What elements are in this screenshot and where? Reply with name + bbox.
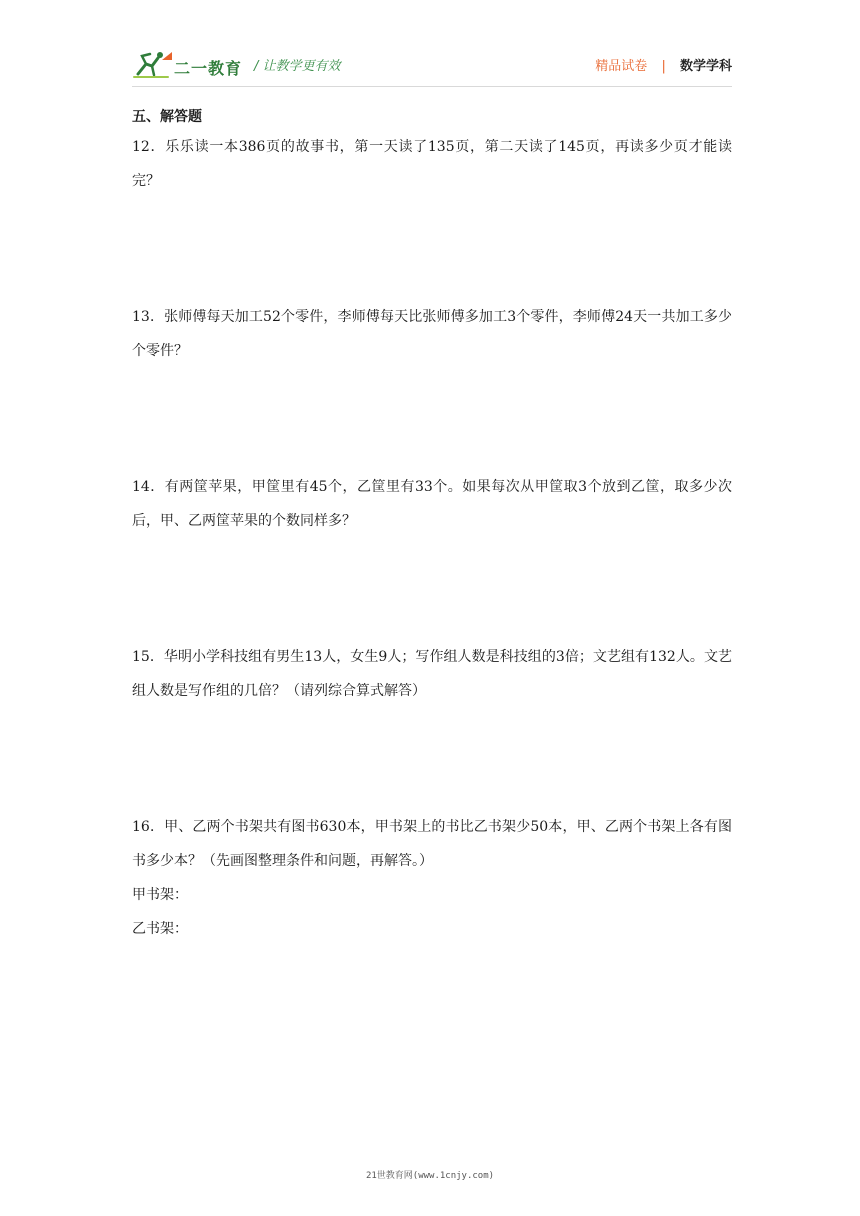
shelf-jia-label: 甲书架： [132, 887, 188, 903]
tag-subject: 数学学科 [679, 59, 732, 74]
question-16: 16．甲、乙两个书架共有图书630本，甲书架上的书比乙书架少50本，甲、乙两个书架上各有图书多少本？（先画图整理条件和问题，再解答。） [132, 819, 732, 869]
question-14: 14．有两筐苹果，甲筐里有45个，乙筐里有33个。如果每次从甲筐取3个放到乙筐，取多少次后，甲、乙两筐苹果的个数同样多？ [132, 479, 732, 529]
shelf-yi-label: 乙书架： [132, 921, 188, 937]
section-title: 五、解答题 [132, 109, 202, 125]
slogan: / 让教学更有效 [254, 59, 341, 74]
header-divider [132, 86, 732, 87]
tag-separator: | [661, 59, 666, 74]
logo [132, 48, 244, 80]
logo-text: 二一教育 [174, 59, 243, 78]
question-13: 13．张师傅每天加工52个零件，李师傅每天比张师傅多加工3个零件，李师傅24天一共加工多少个零件？ [132, 309, 732, 359]
slogan-text: 让教学更有效 [262, 59, 341, 74]
page-footer: 21世教育网(www.1cnjy.com) [365, 1171, 495, 1181]
page-header [132, 44, 732, 88]
tag-boutique: 精品试卷 [595, 59, 648, 74]
runner-logo-icon [132, 48, 176, 80]
header-tags [595, 55, 732, 74]
document-body [132, 104, 732, 946]
question-12: 12．乐乐读一本386页的故事书，第一天读了135页，第二天读了145页，再读多少页才能读完？ [132, 139, 732, 189]
question-15: 15．华明小学科技组有男生13人，女生9人；写作组人数是科技组的3倍；文艺组有132人。文艺组人数是写作组的几倍？（请列综合算式解答） [132, 649, 732, 699]
